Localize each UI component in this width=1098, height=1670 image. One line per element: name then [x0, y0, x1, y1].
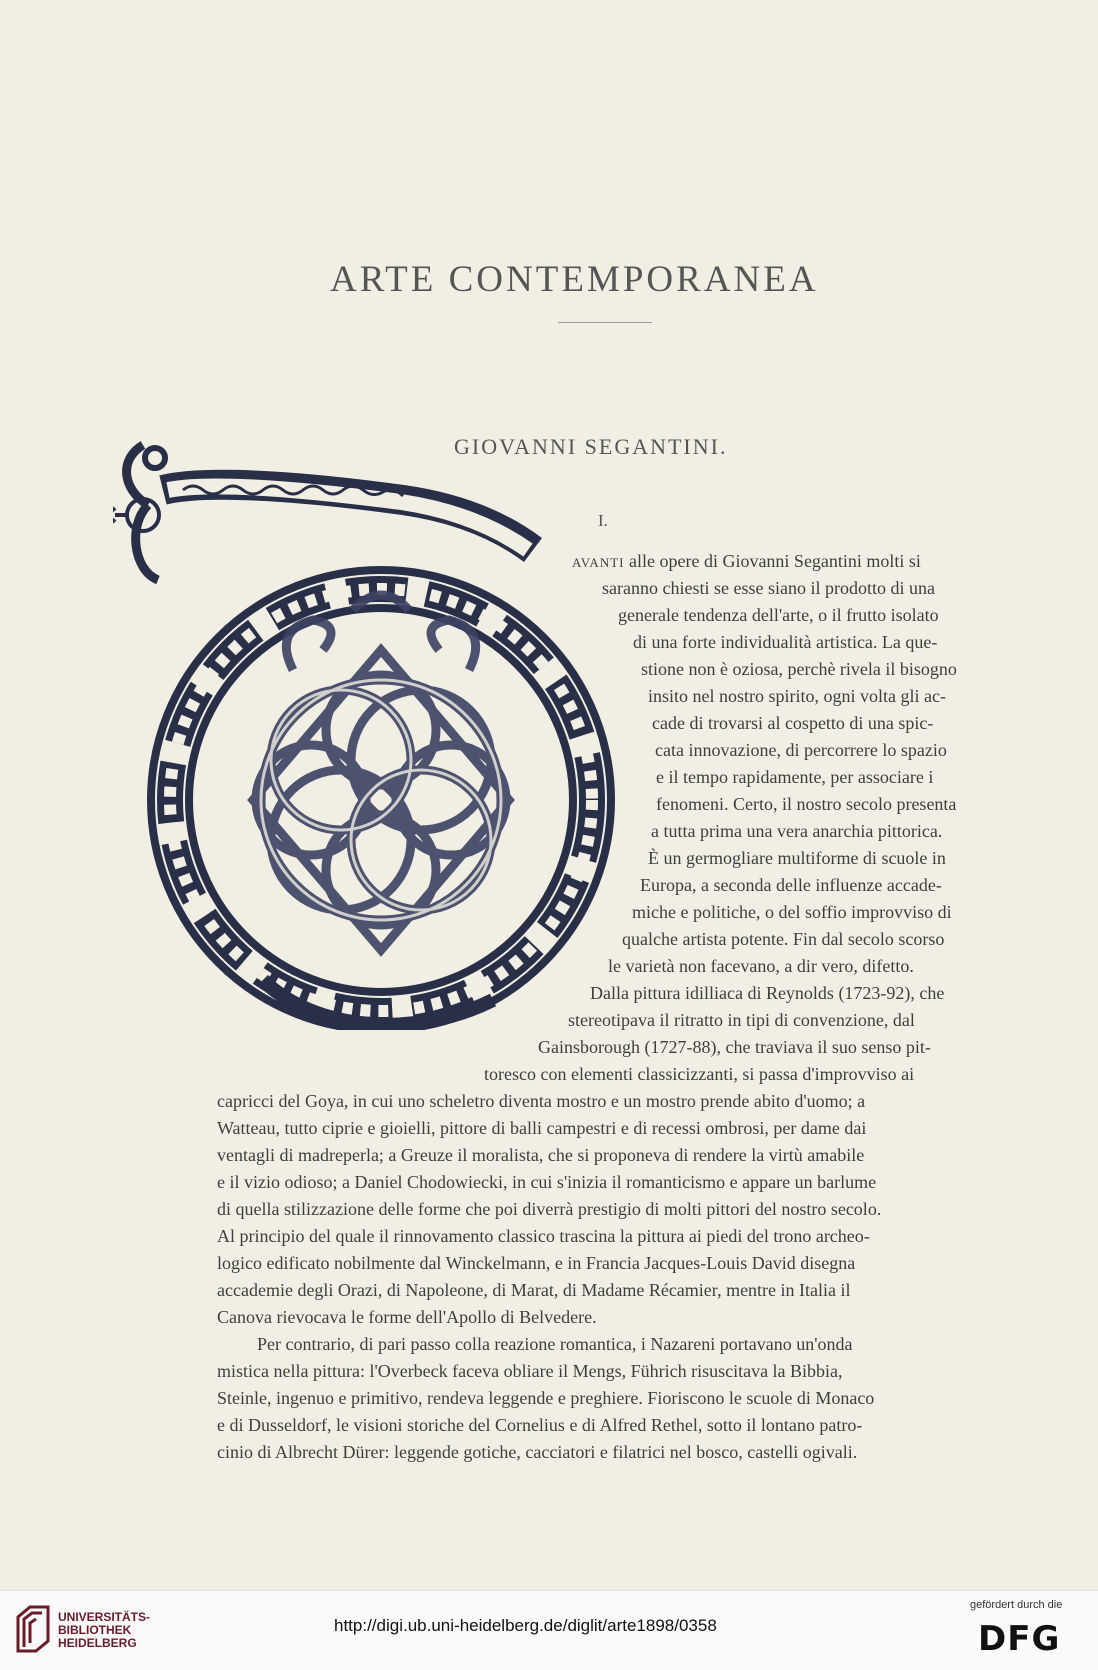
- text-line: avanti alle opere di Giovanni Segantini molti si: [572, 551, 921, 571]
- text-line: stione non è oziosa, perchè rivela il bisogno: [641, 659, 957, 679]
- text-line: stereotipava il ritratto in tipi di convenzione, dal: [568, 1010, 915, 1030]
- dfg-logo: DFG: [978, 1619, 1061, 1659]
- text-line: miche e politiche, o del soffio improvviso di: [632, 902, 952, 922]
- celtic-knotwork-initial-icon: [113, 440, 638, 1030]
- text-line: accademie degli Orazi, di Napoleone, di Marat, di Madame Récamier, mentre in Italia il: [217, 1280, 851, 1300]
- text-line: cinio di Albrecht Dürer: leggende gotiche, cacciatori e filatrici nel bosco, castelli ogivali.: [217, 1442, 858, 1462]
- text-line: Dalla pittura idilliaca di Reynolds (1723-92), che: [590, 983, 945, 1003]
- text-line: Canova rievocava le forme dell'Apollo di Belvedere.: [217, 1307, 597, 1327]
- text-line: È un germogliare multiforme di scuole in: [648, 848, 946, 868]
- text-line: Europa, a seconda delle influenze accade-: [640, 875, 942, 895]
- title-divider: [558, 322, 652, 323]
- article-title: GIOVANNI SEGANTINI.: [454, 434, 728, 459]
- text-line: saranno chiesti se esse siano il prodotto di una: [602, 578, 935, 598]
- text-line: Gainsborough (1727-88), che traviava il suo senso pit-: [538, 1037, 931, 1057]
- text-line: logico edificato nobilmente dal Winckelmann, e in Francia Jacques-Louis David disegna: [217, 1253, 856, 1273]
- section-number: I.: [598, 511, 608, 530]
- funding-label: gefördert durch die: [970, 1599, 1063, 1611]
- text-line: generale tendenza dell'arte, o il frutto isolato: [618, 605, 939, 625]
- first-word: avanti: [572, 551, 625, 571]
- text-line: toresco con elementi classicizzanti, si passa d'improvviso ai: [484, 1064, 915, 1084]
- text-line: capricci del Goya, in cui uno scheletro diventa mostro e un mostro prende abito d'uomo; a: [217, 1091, 866, 1111]
- text-line: a tutta prima una vera anarchia pittorica.: [651, 821, 943, 841]
- text-line: cade di trovarsi al cospetto di una spic-: [652, 713, 934, 733]
- text-line: mistica nella pittura: l'Overbeck faceva obliare il Mengs, Führich risuscitava la Bibbia,: [217, 1361, 843, 1381]
- main-title: ARTE CONTEMPORANEA: [330, 259, 819, 300]
- text-line: qualche artista potente. Fin dal secolo scorso: [622, 929, 945, 949]
- text-line: cata innovazione, di percorrere lo spazio: [655, 740, 947, 760]
- library-logo-icon: [14, 1603, 52, 1655]
- text-line: le varietà non facevano, a dir vero, difetto.: [608, 956, 914, 976]
- text-line: e il vizio odioso; a Daniel Chodowiecki, in cui s'inizia il romanticismo e appare un barlume: [217, 1172, 877, 1192]
- text-line: di una forte individualità artistica. La que-: [633, 632, 938, 652]
- text-line: Watteau, tutto ciprie e gioielli, pittore di balli campestri e di recessi ombrosi, per dame dai: [217, 1118, 867, 1138]
- text-line: insito nel nostro spirito, ogni volta gli ac-: [648, 686, 946, 706]
- text-line: Al principio del quale il rinnovamento classico trascina la pittura ai piedi del trono archeo-: [217, 1226, 870, 1246]
- text-line: e di Dusseldorf, le visioni storiche del Cornelius e di Alfred Rethel, sotto il lontano patro-: [217, 1415, 863, 1435]
- text-line: Steinle, ingenuo e primitivo, rendeva leggende e preghiere. Fioriscono le scuole di Monaco: [217, 1388, 875, 1408]
- footer-bar: [0, 1590, 1098, 1670]
- text-line: e il tempo rapidamente, per associare i: [656, 767, 934, 787]
- text-line: di quella stilizzazione delle forme che poi diverrà prestigio di molti pittori del nostro secolo.: [217, 1199, 882, 1219]
- text-line: Per contrario, di pari passo colla reazione romantica, i Nazareni portavano un'onda: [257, 1334, 853, 1354]
- text-line: ventagli di madreperla; a Greuze il moralista, che si proponeva di rendere la virtù amabile: [217, 1145, 865, 1165]
- text-line: fenomeni. Certo, il nostro secolo presenta: [656, 794, 957, 814]
- library-name: UNIVERSITÄTS- BIBLIOTHEK HEIDELBERG: [58, 1610, 151, 1650]
- page-url-link[interactable]: http://digi.ub.uni-heidelberg.de/diglit/arte1898/0358: [334, 1616, 717, 1635]
